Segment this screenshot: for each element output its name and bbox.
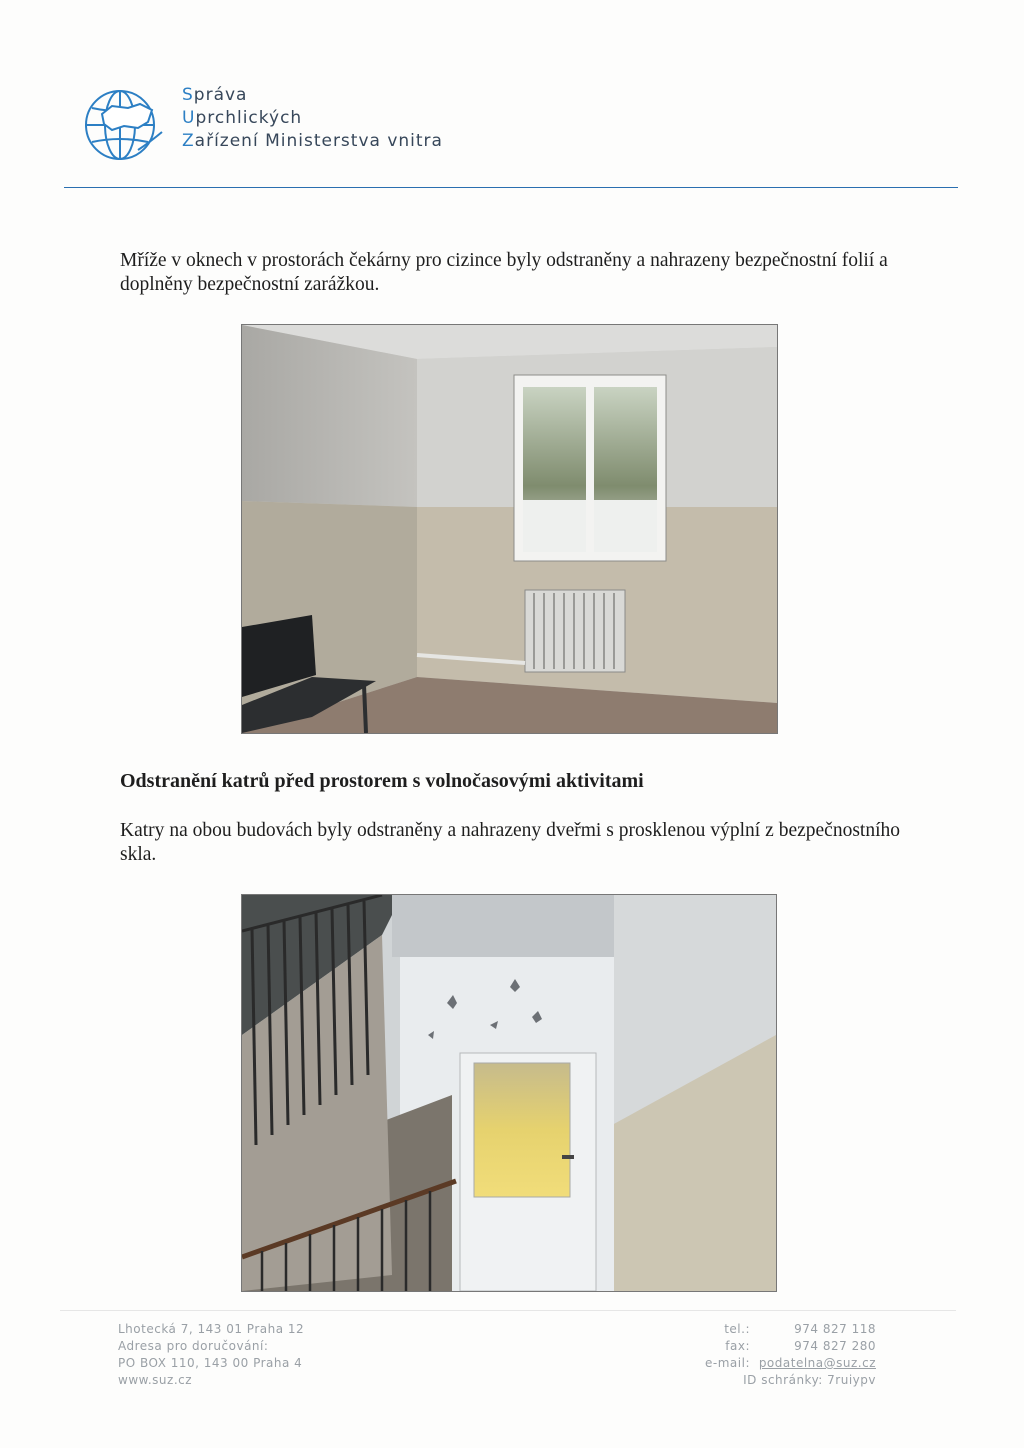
- org-line-1: Správa: [182, 85, 248, 105]
- footer-address-line: Adresa pro doručování:: [118, 1339, 269, 1353]
- org-line-3: Zařízení Ministerstva vnitra: [182, 131, 443, 151]
- footer-fax: fax: 974 827 280: [725, 1339, 876, 1353]
- email-link[interactable]: podatelna@suz.cz: [758, 1356, 876, 1370]
- footer-divider: [60, 1310, 956, 1311]
- footer-phone: tel.: 974 827 118: [724, 1322, 876, 1336]
- paragraph-doors: Katry na obou budovách byly odstraněny a nahrazeny dveřmi s prosklenou výplní z bezpečnostního skla.: [120, 820, 900, 865]
- footer-contact: [690, 1321, 876, 1389]
- footer-website[interactable]: www.suz.cz: [118, 1373, 193, 1387]
- globe-icon: [82, 84, 164, 166]
- footer-address-line: Lhotecká 7, 143 01 Praha 12: [118, 1322, 305, 1336]
- photo-stairwell-door: [241, 894, 777, 1292]
- org-line-2: Uprchlických: [182, 108, 303, 128]
- photo-waiting-room: [241, 324, 778, 734]
- footer-address: [118, 1321, 304, 1389]
- header-divider: [64, 187, 958, 188]
- paragraph-window-bars: Mříže v oknech v prostorách čekárny pro cizince byly odstraněny a nahrazeny bezpečnostní folií a doplněny bezpečnostní zarážkou.: [120, 250, 888, 295]
- organization-name: [182, 84, 443, 153]
- section-heading: Odstranění katrů před prostorem s volnočasovými aktivitami: [120, 770, 644, 792]
- footer-address-line: PO BOX 110, 143 00 Praha 4: [118, 1356, 303, 1370]
- footer-email: e-mail: podatelna@suz.cz: [705, 1356, 876, 1370]
- footer-data-box: ID schránky: 7ruiypv: [743, 1373, 876, 1387]
